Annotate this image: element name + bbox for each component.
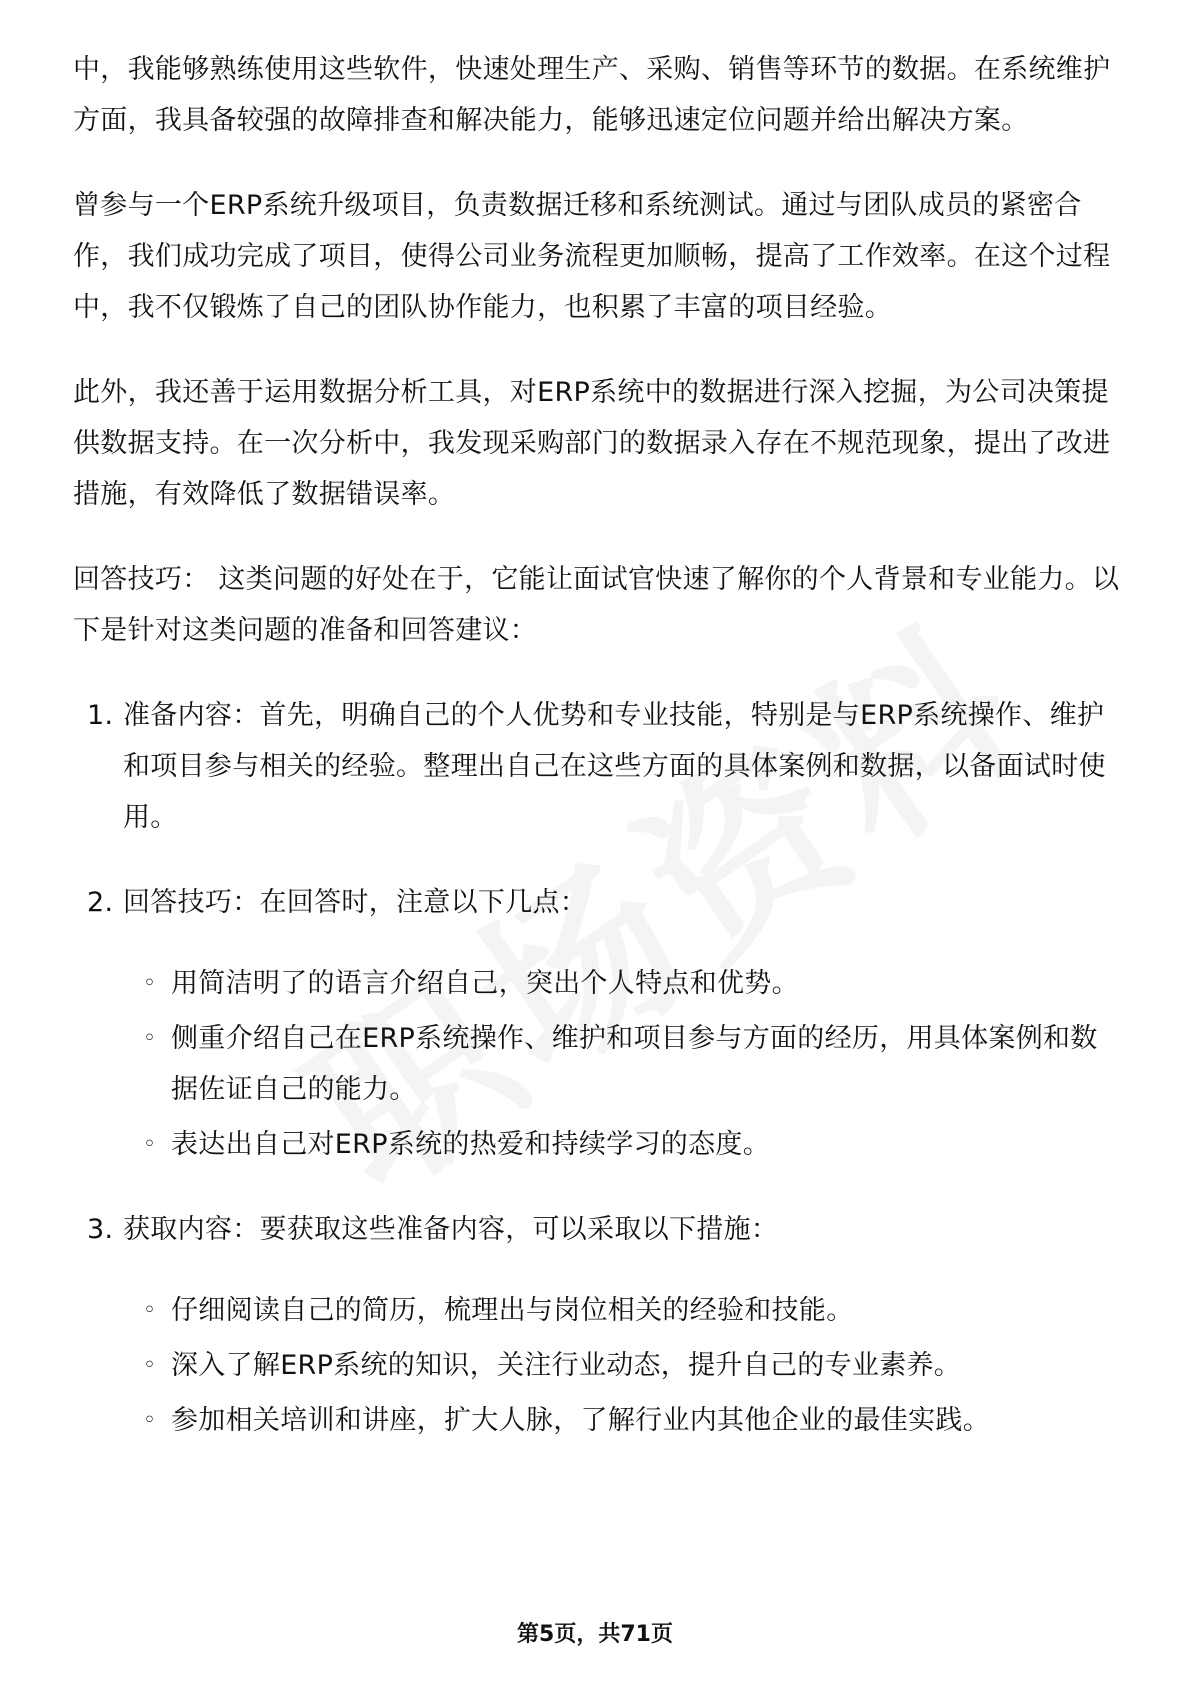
page-number: 第5页，共71页 — [517, 1622, 673, 1647]
list-item — [73, 1340, 1123, 1391]
numbered-item — [73, 690, 1123, 843]
list-item-text: 参加相关培训和讲座，扩大人脉，了解行业内其他企业的最佳实践。 — [171, 1405, 990, 1436]
list-item-text: 用简洁明了的语言介绍自己，突出个人特点和优势。 — [171, 968, 799, 999]
list-item — [73, 1285, 1123, 1336]
item-text: 获取内容：要获取这些准备内容，可以采取以下措施： — [123, 1214, 779, 1245]
list-item-text: 侧重介绍自己在ERP系统操作、维护和项目参与方面的经历，用具体案例和数据佐证自己的能力。 — [171, 1023, 1098, 1105]
bullet-icon: ◦ — [143, 971, 157, 996]
list-item — [73, 1395, 1123, 1446]
bullet-icon: ◦ — [143, 1026, 157, 1051]
list-item-text: 深入了解ERP系统的知识，关注行业动态，提升自己的专业素养。 — [171, 1350, 962, 1381]
document-body — [73, 44, 1123, 1480]
bullet-list — [73, 958, 1123, 1170]
bullet-icon: ◦ — [143, 1408, 157, 1433]
item-text: 准备内容：首先，明确自己的个人优势和专业技能，特别是与ERP系统操作、维护和项目参与相关的经验。整理出自己在这些方面的具体案例和数据，以备面试时使用。 — [123, 700, 1106, 833]
paragraph: 回答技巧： 这类问题的好处在于，它能让面试官快速了解你的个人背景和专业能力。以下是针对这类问题的准备和回答建议： — [73, 564, 1120, 646]
numbered-item — [73, 1204, 1123, 1255]
bullet-icon: ◦ — [143, 1132, 157, 1157]
paragraph: 中，我能够熟练使用这些软件，快速处理生产、采购、销售等环节的数据。在系统维护方面，我具备较强的故障排查和解决能力，能够迅速定位问题并给出解决方案。 — [73, 54, 1111, 136]
item-number: 3. — [87, 1214, 114, 1245]
numbered-item — [73, 877, 1123, 928]
item-number: 2. — [87, 887, 114, 918]
list-item-text: 表达出自己对ERP系统的热爱和持续学习的态度。 — [171, 1129, 771, 1160]
bullet-list — [73, 1285, 1123, 1446]
paragraph: 曾参与一个ERP系统升级项目，负责数据迁移和系统测试。通过与团队成员的紧密合作，我们成功完成了项目，使得公司业务流程更加顺畅，提高了工作效率。在这个过程中，我不仅锻炼了自己的团队协作能力，也积累了丰富的项目经验。 — [73, 190, 1111, 323]
item-text: 回答技巧：在回答时，注意以下几点： — [123, 887, 588, 918]
item-number: 1. — [87, 700, 114, 731]
bullet-icon: ◦ — [143, 1298, 157, 1323]
list-item — [73, 958, 1123, 1009]
list-item-text: 仔细阅读自己的简历，梳理出与岗位相关的经验和技能。 — [171, 1295, 854, 1326]
list-item — [73, 1119, 1123, 1170]
paragraph: 此外，我还善于运用数据分析工具，对ERP系统中的数据进行深入挖掘，为公司决策提供数据支持。在一次分析中，我发现采购部门的数据录入存在不规范现象，提出了改进措施，有效降低了数据错误率。 — [73, 377, 1111, 510]
list-item — [73, 1013, 1123, 1115]
bullet-icon: ◦ — [143, 1353, 157, 1378]
